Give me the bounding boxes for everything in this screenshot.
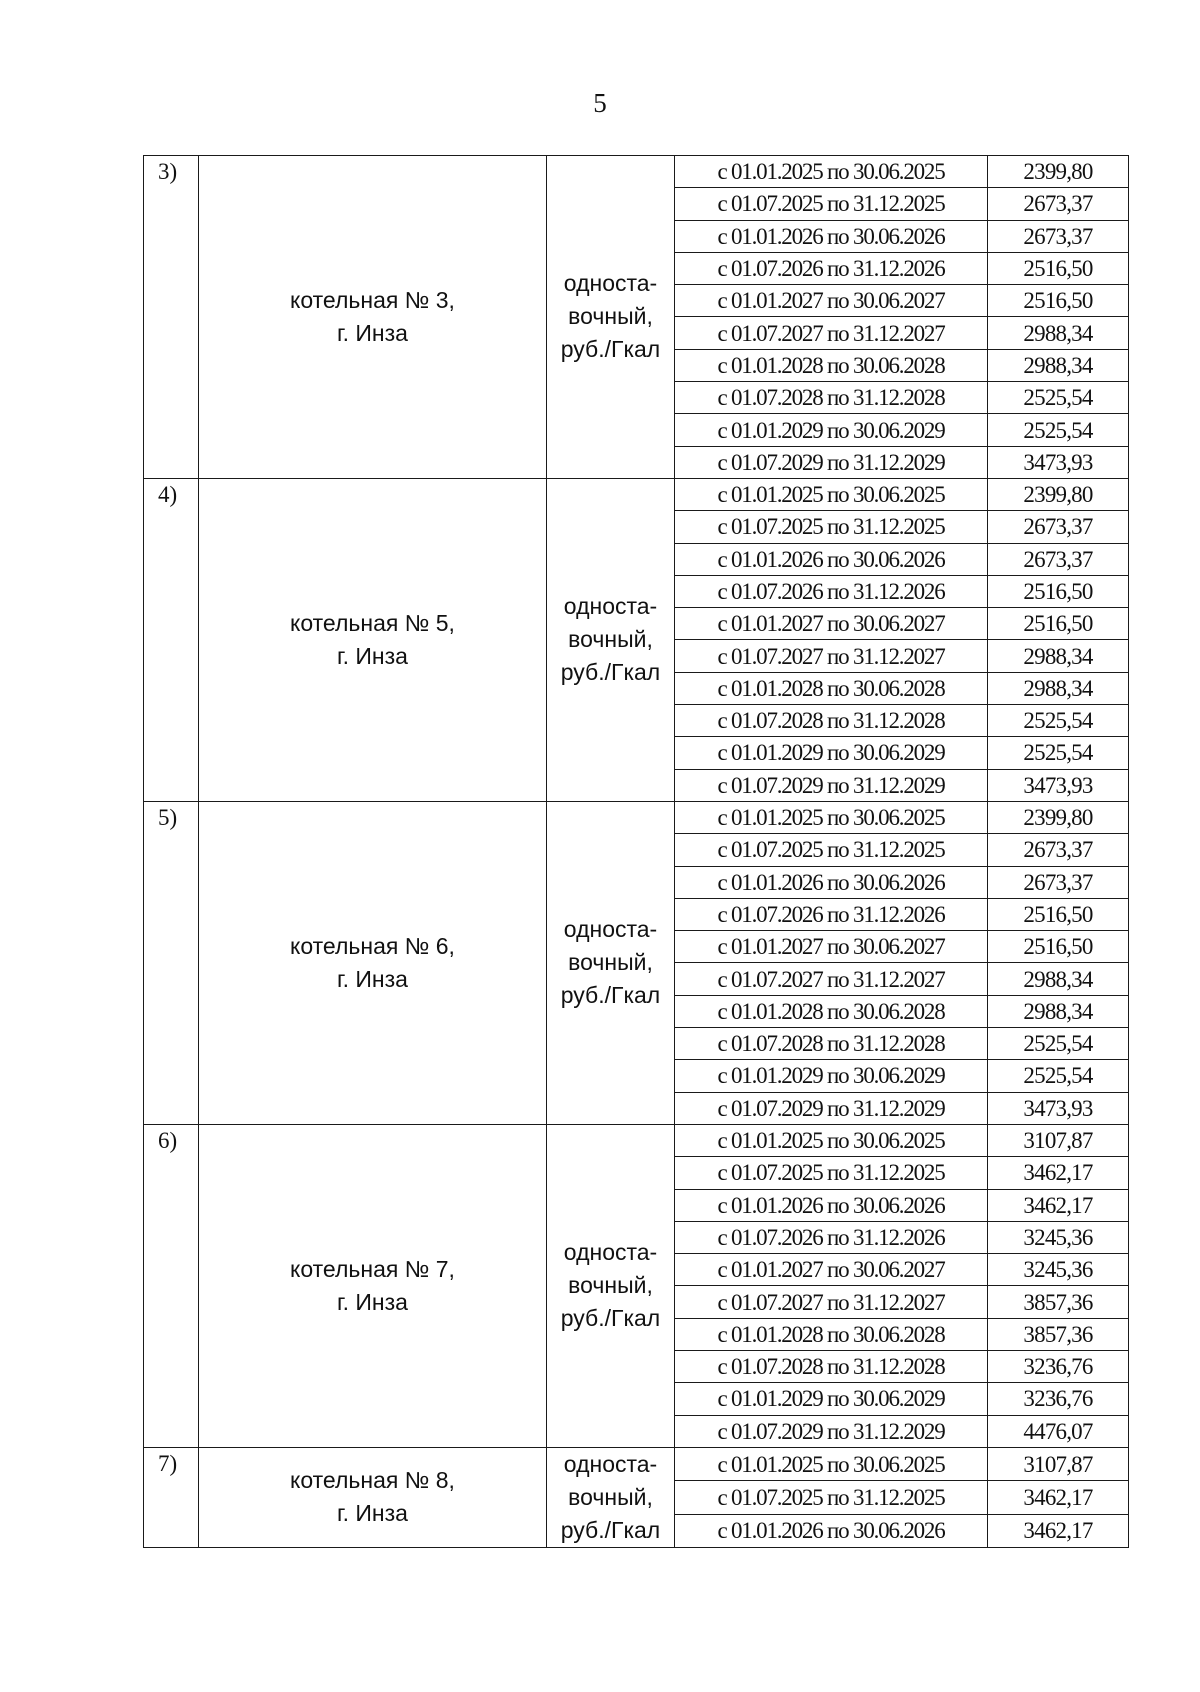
tariff-value-cell: 2516,50 [988,252,1129,284]
period-cell: с 01.07.2025 по 31.12.2025 [675,834,988,866]
tariff-value-cell: 3462,17 [988,1189,1129,1221]
boiler-name-line: котельная № 5, [290,609,455,636]
tariff-type-line: вочный, [568,626,653,653]
tariff-type-cell [547,801,675,1124]
boiler-name-line: г. Инза [337,1500,408,1527]
tariff-type-cell [547,1447,675,1547]
period-cell: с 01.01.2029 по 30.06.2029 [675,737,988,769]
tariff-value-cell: 2673,37 [988,834,1129,866]
period-cell: с 01.07.2026 по 31.12.2026 [675,252,988,284]
period-cell: с 01.01.2028 по 30.06.2028 [675,1318,988,1350]
table-row [144,478,1129,510]
tariff-type-line: вочный, [568,1272,653,1299]
tariff-type-line: вочный, [568,949,653,976]
period-cell: с 01.07.2029 по 31.12.2029 [675,446,988,478]
tariff-type-cell [547,478,675,801]
period-cell: с 01.01.2029 по 30.06.2029 [675,1060,988,1092]
tariff-type-line: вочный, [568,303,653,330]
tariff-type-line: руб./Гкал [560,659,661,686]
tariff-value-cell: 2525,54 [988,1028,1129,1060]
period-cell: с 01.07.2028 по 31.12.2028 [675,1350,988,1382]
tariff-value-cell: 2399,80 [988,801,1129,833]
tariff-value-cell: 2516,50 [988,575,1129,607]
tariff-value-cell: 3473,93 [988,1092,1129,1124]
tariff-type-line: односта- [563,1239,658,1266]
period-cell: с 01.07.2026 по 31.12.2026 [675,1221,988,1253]
boiler-name-line: г. Инза [337,1288,408,1315]
period-cell: с 01.07.2029 по 31.12.2029 [675,1092,988,1124]
period-cell: с 01.07.2029 по 31.12.2029 [675,769,988,801]
tariff-value-cell: 2399,80 [988,478,1129,510]
period-cell: с 01.01.2026 по 30.06.2026 [675,220,988,252]
tariff-value-cell: 2673,37 [988,543,1129,575]
tariff-value-cell: 3107,87 [988,1124,1129,1156]
period-cell: с 01.01.2026 по 30.06.2026 [675,1189,988,1221]
tariff-value-cell: 3245,36 [988,1254,1129,1286]
tariff-value-cell: 2525,54 [988,1060,1129,1092]
table-row [144,801,1129,833]
tariff-value-cell: 2673,37 [988,511,1129,543]
tariff-table-body [144,156,1129,1548]
tariff-table [143,155,1129,1548]
item-number: 7) [144,1447,199,1547]
tariff-value-cell: 2525,54 [988,737,1129,769]
boiler-name-cell [199,801,547,1124]
period-cell: с 01.01.2026 по 30.06.2026 [675,1514,988,1547]
period-cell: с 01.01.2028 по 30.06.2028 [675,995,988,1027]
boiler-name-line: г. Инза [337,965,408,992]
period-cell: с 01.01.2025 по 30.06.2025 [675,478,988,510]
boiler-name-cell [199,1447,547,1547]
period-cell: с 01.01.2029 по 30.06.2029 [675,1383,988,1415]
tariff-value-cell: 3236,76 [988,1383,1129,1415]
period-cell: с 01.07.2025 по 31.12.2025 [675,511,988,543]
boiler-name-line: котельная № 6, [290,932,455,959]
period-cell: с 01.01.2027 по 30.06.2027 [675,1254,988,1286]
tariff-value-cell: 2988,34 [988,995,1129,1027]
tariff-value-cell: 3473,93 [988,446,1129,478]
table-row [144,156,1129,188]
boiler-name-cell [199,478,547,801]
tariff-value-cell: 4476,07 [988,1415,1129,1447]
tariff-value-cell: 2673,37 [988,866,1129,898]
tariff-type-line: руб./Гкал [560,336,661,363]
period-cell: с 01.07.2025 по 31.12.2025 [675,1157,988,1189]
boiler-name-line: г. Инза [337,642,408,669]
period-cell: с 01.01.2026 по 30.06.2026 [675,866,988,898]
period-cell: с 01.07.2029 по 31.12.2029 [675,1415,988,1447]
tariff-type-line: руб./Гкал [560,1516,661,1543]
tariff-type-cell [547,1124,675,1447]
table-row [144,1447,1129,1480]
item-number: 3) [144,156,199,479]
boiler-name-line: котельная № 3, [290,286,455,313]
tariff-type-line: односта- [563,916,658,943]
item-number: 4) [144,478,199,801]
period-cell: с 01.01.2029 по 30.06.2029 [675,414,988,446]
table-row [144,1124,1129,1156]
tariff-value-cell: 2988,34 [988,317,1129,349]
period-cell: с 01.07.2027 по 31.12.2027 [675,640,988,672]
tariff-value-cell: 2516,50 [988,285,1129,317]
item-number: 6) [144,1124,199,1447]
tariff-value-cell: 3236,76 [988,1350,1129,1382]
tariff-value-cell: 3245,36 [988,1221,1129,1253]
period-cell: с 01.07.2026 по 31.12.2026 [675,898,988,930]
period-cell: с 01.07.2025 по 31.12.2025 [675,1481,988,1514]
tariff-type-line: односта- [563,270,658,297]
tariff-value-cell: 2525,54 [988,705,1129,737]
tariff-type-line: руб./Гкал [560,1305,661,1332]
period-cell: с 01.07.2027 по 31.12.2027 [675,1286,988,1318]
tariff-value-cell: 3107,87 [988,1447,1129,1480]
tariff-value-cell: 2988,34 [988,349,1129,381]
boiler-name-cell [199,156,547,479]
item-number: 5) [144,801,199,1124]
period-cell: с 01.01.2025 по 30.06.2025 [675,156,988,188]
period-cell: с 01.07.2027 по 31.12.2027 [675,317,988,349]
tariff-value-cell: 2516,50 [988,931,1129,963]
tariff-type-line: односта- [563,1450,658,1477]
period-cell: с 01.01.2028 по 30.06.2028 [675,349,988,381]
boiler-name-cell [199,1124,547,1447]
tariff-value-cell: 3462,17 [988,1157,1129,1189]
period-cell: с 01.07.2028 по 31.12.2028 [675,1028,988,1060]
tariff-type-cell [547,156,675,479]
tariff-value-cell: 3473,93 [988,769,1129,801]
period-cell: с 01.01.2027 по 30.06.2027 [675,931,988,963]
period-cell: с 01.07.2028 по 31.12.2028 [675,705,988,737]
tariff-type-line: руб./Гкал [560,982,661,1009]
period-cell: с 01.01.2025 по 30.06.2025 [675,1124,988,1156]
tariff-type-line: вочный, [568,1483,653,1510]
tariff-value-cell: 2525,54 [988,382,1129,414]
tariff-value-cell: 2516,50 [988,898,1129,930]
period-cell: с 01.01.2026 по 30.06.2026 [675,543,988,575]
period-cell: с 01.01.2028 по 30.06.2028 [675,672,988,704]
period-cell: с 01.07.2027 по 31.12.2027 [675,963,988,995]
boiler-name-line: котельная № 7, [290,1255,455,1282]
boiler-name-line: котельная № 8, [290,1467,455,1494]
period-cell: с 01.07.2028 по 31.12.2028 [675,382,988,414]
tariff-value-cell: 2988,34 [988,672,1129,704]
boiler-name-line: г. Инза [337,319,408,346]
tariff-value-cell: 2988,34 [988,640,1129,672]
tariff-value-cell: 2988,34 [988,963,1129,995]
tariff-value-cell: 3857,36 [988,1318,1129,1350]
tariff-value-cell: 3857,36 [988,1286,1129,1318]
tariff-value-cell: 2525,54 [988,414,1129,446]
period-cell: с 01.01.2025 по 30.06.2025 [675,1447,988,1480]
period-cell: с 01.01.2027 по 30.06.2027 [675,285,988,317]
tariff-value-cell: 3462,17 [988,1514,1129,1547]
tariff-value-cell: 3462,17 [988,1481,1129,1514]
tariff-value-cell: 2673,37 [988,188,1129,220]
page-number: 5 [593,88,607,118]
tariff-value-cell: 2399,80 [988,156,1129,188]
period-cell: с 01.01.2025 по 30.06.2025 [675,801,988,833]
period-cell: с 01.07.2025 по 31.12.2025 [675,188,988,220]
period-cell: с 01.07.2026 по 31.12.2026 [675,575,988,607]
period-cell: с 01.01.2027 по 30.06.2027 [675,608,988,640]
tariff-type-line: односта- [563,593,658,620]
tariff-value-cell: 2516,50 [988,608,1129,640]
tariff-value-cell: 2673,37 [988,220,1129,252]
